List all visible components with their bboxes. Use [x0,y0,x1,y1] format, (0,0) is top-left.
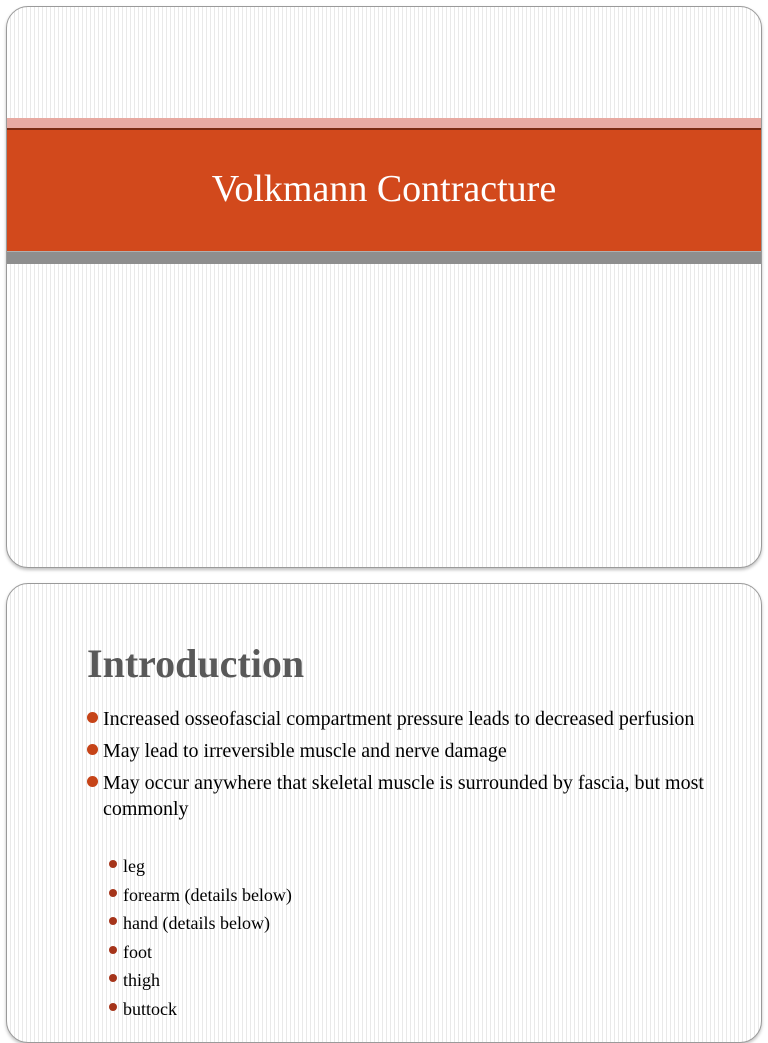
sub-bullet-item [107,881,292,910]
slide-heading: Introduction [87,641,305,686]
sub-bullet-list [107,852,292,1023]
slide-title: Volkmann Contracture [211,167,557,210]
sub-bullet-text: foot [123,941,152,962]
bullet-item [87,706,727,732]
sub-bullet-item [107,852,292,881]
bullet-dot-icon [87,776,98,787]
sub-bullet-dot-icon [109,889,117,897]
sub-bullet-dot-icon [109,1003,117,1011]
bullet-item [87,770,727,822]
bullet-list [87,706,727,828]
sub-bullet-item [107,995,292,1024]
sub-bullet-dot-icon [109,860,117,868]
title-band-bottom-accent [7,251,761,264]
sub-bullet-item [107,966,292,995]
sub-bullet-dot-icon [109,974,117,982]
bullet-dot-icon [87,712,98,723]
sub-bullet-item [107,909,292,938]
sub-bullet-dot-icon [109,946,117,954]
sub-bullet-text: forearm (details below) [123,884,292,905]
bullet-dot-icon [87,744,98,755]
sub-bullet-text: thigh [123,970,161,990]
introduction-slide [6,583,762,1043]
bullet-text: Increased osseofascial compartment pressure leads to decreased perfusion [103,708,695,730]
title-slide [6,6,762,568]
title-band [7,130,761,251]
bullet-text: May lead to irreversible muscle and nerve damage [103,740,507,762]
bullet-item [87,738,727,764]
sub-bullet-text: buttock [123,998,177,1019]
bullet-text: May occur anywhere that skeletal muscle is surrounded by fascia, but most commonly [103,772,704,820]
title-band-top-accent [7,118,761,128]
sub-bullet-dot-icon [109,917,117,925]
sub-bullet-text: leg [123,856,145,876]
sub-bullet-text: hand (details below) [123,913,270,933]
sub-bullet-item [107,938,292,967]
